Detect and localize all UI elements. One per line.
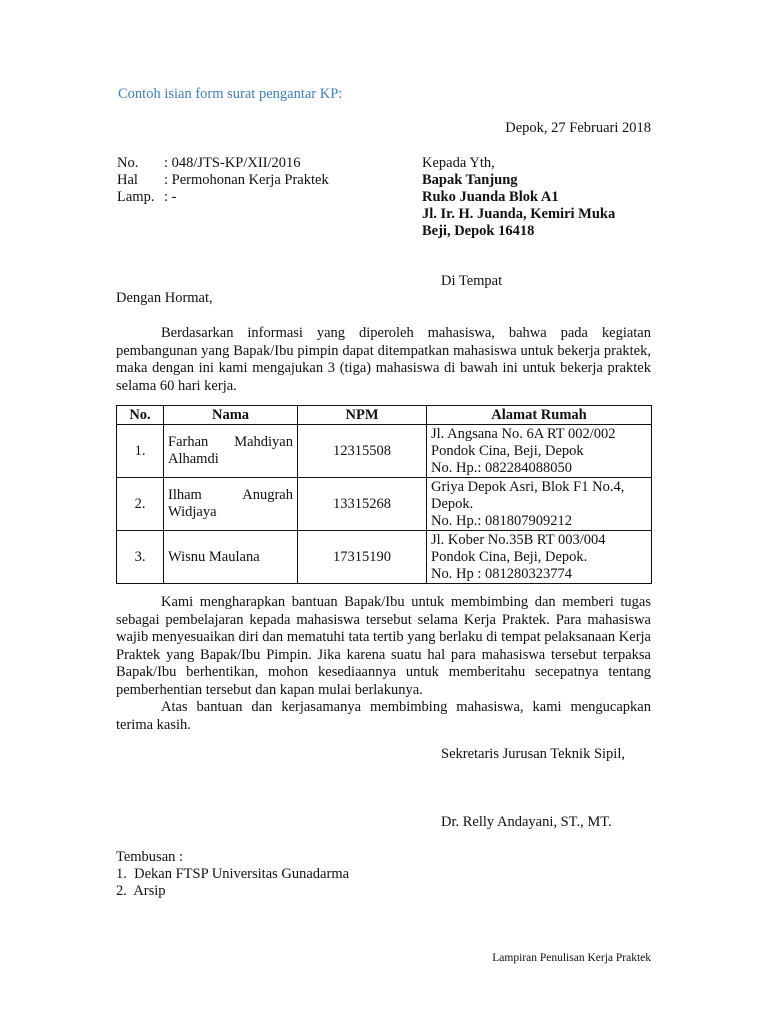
recipient-name: Bapak Tanjung: [422, 172, 518, 188]
row-address-line2: Depok.: [431, 495, 474, 512]
row-address-line2: Pondok Cina, Beji, Depok: [431, 442, 584, 459]
row-phone: No. Hp : 081280323774: [431, 565, 572, 582]
meta-attachment-label: Lamp.: [117, 189, 155, 205]
row-address: [427, 531, 652, 584]
row-name: [164, 478, 298, 531]
row-npm: 12315508: [298, 425, 427, 478]
recipient-address-line3: Beji, Depok 16418: [422, 223, 535, 239]
table-row: [117, 425, 652, 478]
paragraph-thanks: Atas bantuan dan kerjasamanya membimbing mahasiswa, kami mengucapkan terima kasih.: [116, 699, 651, 733]
paragraph-intro: Berdasarkan informasi yang diperoleh mahasiswa, bahwa pada kegiatan pembangunan yang Bapak/Ibu pimpin dapat ditempatkan mahasiswa untuk bekerja praktek, maka dengan ini kami mengajukan 3 (tiga) mahasiswa di bawah ini untuk bekerja praktek selama 60 hari kerja.: [116, 325, 651, 394]
row-address: [427, 425, 652, 478]
row-no: 2.: [117, 478, 164, 531]
salutation: Dengan Hormat,: [116, 290, 213, 306]
cc-item: 2. Arsip: [116, 883, 166, 899]
row-name-middle: Mahdiyan: [234, 434, 293, 450]
row-name-first: Ilham: [168, 487, 202, 503]
meta-attachment-value: : -: [164, 189, 177, 205]
header-name: Nama: [164, 406, 298, 425]
row-name-first: Wisnu Maulana: [168, 548, 260, 565]
document-heading[interactable]: Contoh isian form surat pengantar KP:: [118, 86, 343, 102]
row-no: 1.: [117, 425, 164, 478]
row-name: [164, 531, 298, 584]
row-npm: 17315190: [298, 531, 427, 584]
recipient-place: Di Tempat: [441, 273, 503, 289]
row-phone: No. Hp.: 081807909212: [431, 512, 572, 529]
meta-number-label: No.: [117, 155, 139, 171]
signature-title: Sekretaris Jurusan Teknik Sipil,: [441, 746, 625, 762]
meta-subject-value: : Permohonan Kerja Praktek: [164, 172, 329, 188]
table-header-row: [117, 406, 652, 425]
row-address-line1: Jl. Angsana No. 6A RT 002/002: [431, 425, 616, 442]
cc-item: 1. Dekan FTSP Universitas Gunadarma: [116, 866, 350, 882]
meta-number-value: : 048/JTS-KP/XII/2016: [164, 155, 301, 171]
recipient-greeting: Kepada Yth,: [422, 155, 495, 171]
row-address: [427, 478, 652, 531]
row-name-first: Farhan: [168, 434, 209, 450]
row-name-last: Alhamdi: [168, 451, 219, 467]
row-address-line1: Griya Depok Asri, Blok F1 No.4,: [431, 478, 625, 495]
row-address-line1: Jl. Kober No.35B RT 003/004: [431, 531, 606, 548]
header-no: No.: [117, 406, 164, 425]
cc-label: Tembusan :: [116, 849, 184, 865]
table-row: [117, 531, 652, 584]
table-row: [117, 478, 652, 531]
meta-subject-label: Hal: [117, 172, 138, 188]
row-phone: No. Hp.: 082284088050: [431, 459, 572, 476]
letter-date: Depok, 27 Februari 2018: [505, 120, 651, 136]
row-name-middle: Anugrah: [242, 487, 293, 503]
students-table: [116, 405, 652, 584]
row-name-last: Widjaya: [168, 504, 217, 520]
signature-name: Dr. Relly Andayani, ST., MT.: [441, 814, 612, 830]
header-address: Alamat Rumah: [427, 406, 652, 425]
paragraph-request: Kami mengharapkan bantuan Bapak/Ibu untuk membimbing dan memberi tugas sebagai pembelajaran kepada mahasiswa tersebut selama Kerja Praktek. Para mahasiswa wajib menyesuaikan diri dan mematuhi tata tertib yang berlaku di tempat pelaksanaan Kerja Praktek yang Bapak/Ibu Pimpin. Jika karena suatu hal para mahasiswa tersebut terpaksa Bapak/Ibu berhentikan, mohon kesediaannya untuk memberitahu secepatnya tentang pemberhentian tersebut dan kapan mulai berlakunya.: [116, 594, 651, 698]
row-address-line2: Pondok Cina, Beji, Depok.: [431, 548, 588, 565]
row-npm: 13315268: [298, 478, 427, 531]
row-no: 3.: [117, 531, 164, 584]
recipient-address-line1: Ruko Juanda Blok A1: [422, 189, 559, 205]
page-footer: Lampiran Penulisan Kerja Praktek: [492, 952, 651, 964]
recipient-address-line2: Jl. Ir. H. Juanda, Kemiri Muka: [422, 206, 616, 222]
header-npm: NPM: [298, 406, 427, 425]
row-name: [164, 425, 298, 478]
